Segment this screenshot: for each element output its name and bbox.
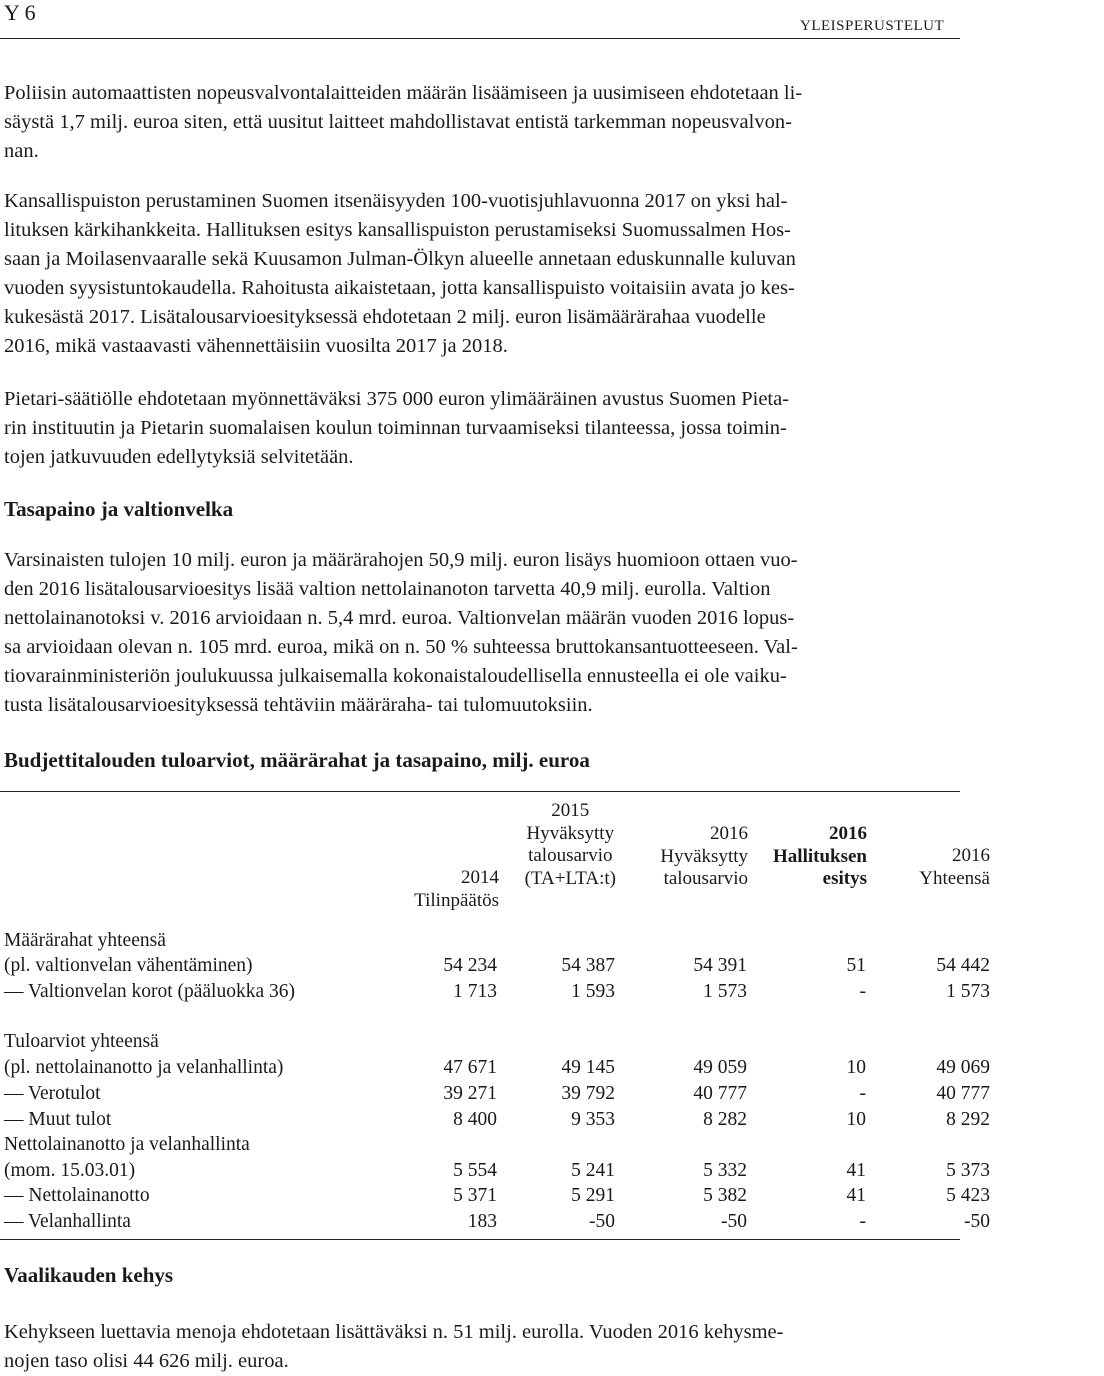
table-cell: 40 777 xyxy=(693,1083,747,1104)
table-cell: 39 792 xyxy=(561,1083,615,1104)
text-line: rin instituutin ja Pietarin suomalaisen koulun toiminnan turvaamiseksi tilanteessa, jossa toimin- xyxy=(4,417,787,439)
table-row xyxy=(4,1005,1004,1031)
row-label: — Valtionvelan korot (pääluokka 36) xyxy=(4,981,295,1002)
row-label: Tuloarviot yhteensä xyxy=(4,1031,159,1052)
column-header-line: Yhteensä xyxy=(919,867,990,889)
table-cell: -50 xyxy=(964,1211,990,1232)
table-row xyxy=(4,928,1004,954)
row-label: — Nettolainanotto xyxy=(4,1185,150,1206)
row-label: Määrärahat yhteensä xyxy=(4,930,166,951)
text-line: vuoden syysistuntokaudella. Rahoitusta aikaistetaan, jotta kansallispuisto voitaisiin avata jo kes- xyxy=(4,277,795,299)
table-cell: 41 xyxy=(846,1160,866,1181)
table-cell: -50 xyxy=(589,1211,615,1232)
paragraph-framework xyxy=(4,1318,1104,1376)
column-header-line: 2016 xyxy=(952,845,990,866)
table-cell: 10 xyxy=(846,1057,866,1078)
table-cell: 5 554 xyxy=(453,1160,497,1181)
table-cell: 5 332 xyxy=(703,1160,747,1181)
text-line: 2016, mikä vastaavasti vähennettäisiin vuosilta 2017 ja 2018. xyxy=(4,335,508,357)
text-line: Kehykseen luettavia menoja ehdotetaan lisättäväksi n. 51 milj. eurolla. Vuoden 2016 kehysme- xyxy=(4,1321,784,1343)
text-line: nettolainanotoksi v. 2016 arvioidaan n. 5,4 mrd. euroa. Valtionvelan määrän vuoden 2016 lopus- xyxy=(4,607,795,629)
row-label: — Muut tulot xyxy=(4,1109,112,1130)
header-divider xyxy=(0,38,960,39)
column-header-line: 2016 xyxy=(710,823,748,844)
column-header-line: Hallituksen xyxy=(773,845,867,867)
text-line: Varsinaisten tulojen 10 milj. euron ja määrärahojen 50,9 milj. euron lisäys huomioon ottaen vuo- xyxy=(4,549,798,571)
table-cell: 183 xyxy=(467,1211,497,1232)
table-cell: 5 423 xyxy=(946,1185,990,1206)
text-line: saan ja Moilasenvaaralle sekä Kuusamon Julman-Ölkyn alueelle annetaan eduskunnalle kuluvan xyxy=(4,248,796,270)
table-cell: 1 573 xyxy=(946,981,990,1002)
table-cell: 54 442 xyxy=(936,955,990,976)
column-header-line: 2016 xyxy=(829,823,867,844)
table-cell: 5 382 xyxy=(703,1185,747,1206)
table-cell: 54 234 xyxy=(443,955,497,976)
text-line: Poliisin automaattisten nopeusvalvontalaitteiden määrän lisäämiseen ja uusimiseen ehdotetaan li- xyxy=(4,82,803,104)
column-header-2016-government-proposal xyxy=(773,823,867,891)
text-line: den 2016 lisätalousarvioesitys lisää valtion nettolainanoton tarvetta 40,9 milj. eurolla. Valtion xyxy=(4,578,771,600)
table-cell: 49 145 xyxy=(561,1057,615,1078)
text-line: lituksen kärkihankkeita. Hallituksen esitys kansallispuiston perustamiseksi Suomussalmen Hos- xyxy=(4,219,791,241)
table-cell: - xyxy=(859,1083,866,1104)
section-heading-parliamentary-framework: Vaalikauden kehys xyxy=(4,1263,174,1287)
text-line: säystä 1,7 milj. euroa siten, että uusitut laitteet mahdollistavat entistä tarkemman nopeusvalvon- xyxy=(4,111,792,133)
table-cell: - xyxy=(859,1211,866,1232)
text-line: Pietari-säätiölle ehdotetaan myönnettäväksi 375 000 euron ylimääräinen avustus Suomen Pieta- xyxy=(4,388,790,410)
column-header-line: Hyväksytty xyxy=(660,845,748,867)
table-cell: 54 387 xyxy=(561,955,615,976)
text-line: Kansallispuiston perustaminen Suomen itsenäisyyden 100-vuotisjuhlavuonna 2017 on yksi hal- xyxy=(4,190,788,212)
row-label: — Velanhallinta xyxy=(4,1211,131,1232)
section-title: YLEISPERUSTELUT xyxy=(800,18,945,34)
table-title: Budjettitalouden tuloarviot, määrärahat ja tasapaino, milj. euroa xyxy=(4,748,590,772)
text-line: tiovarainministeriön joulukuussa julkaisemalla kokonaistaloudellisella ennusteella ei ole vaiku- xyxy=(4,665,787,687)
table-cell: 49 069 xyxy=(936,1057,990,1078)
text-line: nan. xyxy=(4,140,39,162)
column-header-line: esitys xyxy=(822,868,867,889)
text-line: tusta lisätalousarvioesityksessä tehtäviin määräraha- tai tulomuutoksiin. xyxy=(4,694,593,716)
table-cell: 41 xyxy=(846,1185,866,1206)
table-cell: 8 292 xyxy=(946,1109,990,1130)
table-cell: 39 271 xyxy=(443,1083,497,1104)
column-header-2016-approved xyxy=(660,823,748,891)
text-line: tojen jatkuvuuden edellytyksiä selvitetään. xyxy=(4,446,354,468)
column-header-2014 xyxy=(414,867,499,912)
table-cell: 1 713 xyxy=(453,981,497,1002)
table-cell: 47 671 xyxy=(443,1057,497,1078)
paragraph-pietari-foundation xyxy=(4,385,1104,472)
table-top-divider xyxy=(0,791,960,792)
table-row xyxy=(4,1029,1004,1055)
table-cell: 5 371 xyxy=(453,1185,497,1206)
section-heading-balance: Tasapaino ja valtionvelka xyxy=(4,497,234,521)
table-cell: -50 xyxy=(721,1211,747,1232)
column-header-line: Hyväksytty xyxy=(526,822,615,844)
column-header-2016-total xyxy=(919,845,990,890)
table-cell: 1 593 xyxy=(571,981,615,1002)
table-cell: 5 373 xyxy=(946,1160,990,1181)
column-header-line: talousarvio xyxy=(663,868,748,889)
table-cell: 10 xyxy=(846,1109,866,1130)
column-header-line: talousarvio xyxy=(528,845,613,866)
paragraph-balance-debt xyxy=(4,546,1104,720)
row-label: — Verotulot xyxy=(4,1083,101,1104)
row-label: (pl. valtionvelan vähentäminen) xyxy=(4,955,253,976)
table-row xyxy=(4,1209,1004,1235)
table-cell: 51 xyxy=(846,955,866,976)
table-row xyxy=(4,979,1004,1005)
table-cell: 54 391 xyxy=(693,955,747,976)
table-cell: 9 353 xyxy=(571,1109,615,1130)
table-row xyxy=(4,1081,1004,1107)
table-cell: 49 059 xyxy=(693,1057,747,1078)
row-label: (mom. 15.03.01) xyxy=(4,1160,136,1181)
table-cell: - xyxy=(859,981,866,1002)
column-header-line: (TA+LTA:t) xyxy=(524,867,616,889)
row-label: (pl. nettolainanotto ja velanhallinta) xyxy=(4,1057,284,1078)
text-line: kukesästä 2017. Lisätalousarvioesityksessä ehdotetaan 2 milj. euron lisämäärärahaa vuodelle xyxy=(4,306,766,328)
column-header-line: 2015 xyxy=(551,800,590,821)
table-cell: 8 400 xyxy=(453,1109,497,1130)
page-number: Y 6 xyxy=(4,0,36,25)
table-cell: 8 282 xyxy=(703,1109,747,1130)
table-row xyxy=(4,1132,1004,1158)
row-label: Nettolainanotto ja velanhallinta xyxy=(4,1134,250,1155)
paragraph-national-park xyxy=(4,187,1104,361)
column-header-line: Tilinpäätös xyxy=(414,889,499,911)
text-line: nojen taso olisi 44 626 milj. euroa. xyxy=(4,1350,289,1372)
table-row xyxy=(4,953,1004,979)
table-cell: 5 291 xyxy=(571,1185,615,1206)
column-header-2015-approved xyxy=(525,800,616,890)
table-cell: 1 573 xyxy=(703,981,747,1002)
table-row xyxy=(4,1055,1004,1081)
text-line: sa arvioidaan olevan n. 105 mrd. euroa, mikä on n. 50 % suhteessa bruttokansantuotteeseen. Val- xyxy=(4,636,798,658)
column-header-line: 2014 xyxy=(461,867,499,888)
table-row xyxy=(4,1107,1004,1133)
table-cell: 40 777 xyxy=(936,1083,990,1104)
table-row xyxy=(4,1183,1004,1209)
table-cell: 5 241 xyxy=(571,1160,615,1181)
table-bottom-divider xyxy=(0,1239,960,1240)
table-row xyxy=(4,1158,1004,1184)
paragraph-speed-enforcement xyxy=(4,79,1104,166)
